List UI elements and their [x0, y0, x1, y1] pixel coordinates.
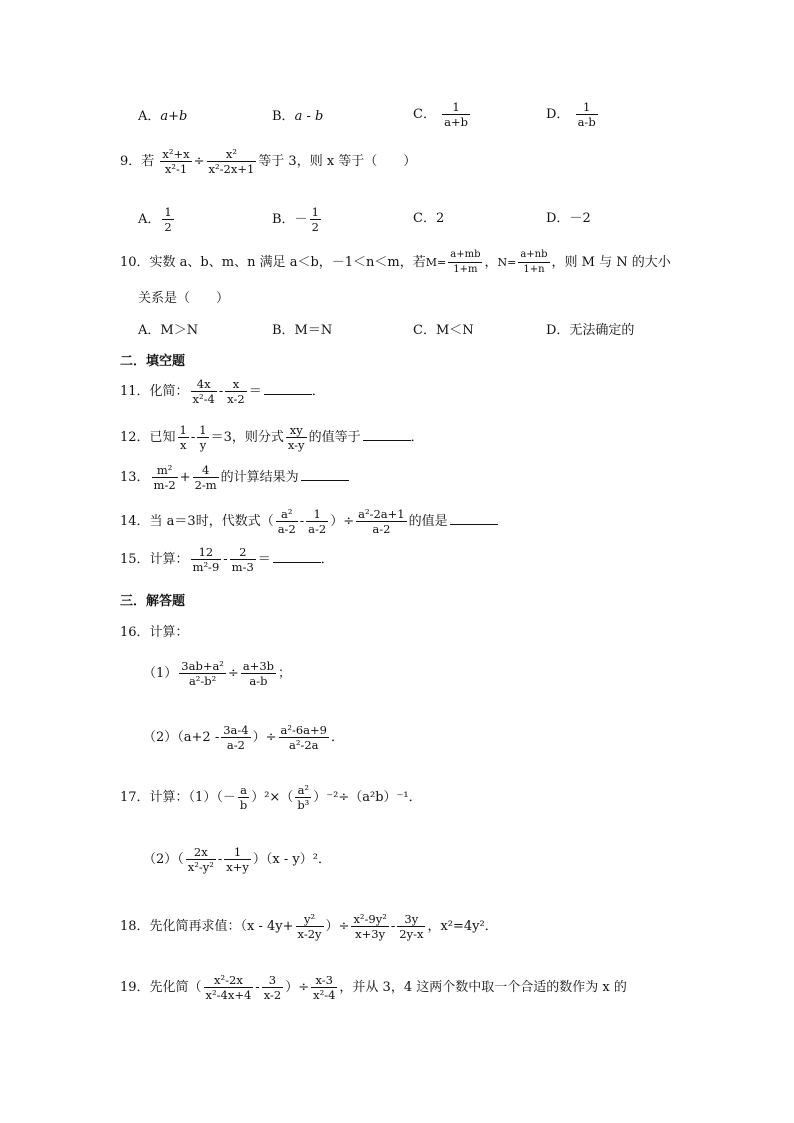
- question-18: 18．先化简再求值：（x - 4y+ $\frac{\text{y²}}{x-2y}$ ）÷ $\frac{\text{x²-9y²}}{x+3y}$ - $\frac{3y}{2y-x}$ ，x²=4y²．: [120, 912, 498, 941]
- q12-fraction-1: $\frac{1}{x}$: [179, 423, 187, 452]
- q17-part-1: 17．计算：（1）（－ $\frac{a}{b}$ ）²×（ $\frac{\text{a²}}{\text{b³}}$ ）⁻²÷（a²b）⁻¹．: [120, 783, 422, 812]
- q13-fraction-2: $\frac{4}{2-m}$: [194, 463, 217, 492]
- q15-answer-blank: [273, 562, 321, 563]
- q18-fraction-3: $\frac{3y}{2y-x}$: [399, 912, 424, 941]
- q8-option-d-fraction: $\frac{1}{a-b}$: [577, 100, 596, 129]
- q9-option-a: A． $\frac{1}{2}$: [138, 205, 172, 234]
- q9-fraction-2: $\frac{\text{x²}}{\text{x²-2x+1}}$: [208, 147, 255, 176]
- section-heading-solutions: 三．解答题: [120, 594, 186, 609]
- question-13: 13． $\frac{\text{m²}}{m-2}$ + $\frac{4}{2-m}$ 的计算结果为: [120, 463, 349, 492]
- q17-p1-fraction-2: $\frac{\text{a²}}{\text{b³}}$: [297, 783, 310, 812]
- q10-fraction-n: $\frac{a+nb}{1+n}$: [520, 249, 548, 275]
- q10-stem-continuation: 关系是（ ）: [138, 291, 230, 306]
- q16-p1-fraction-1: $\frac{\text{3ab+a²}}{\text{a²-b²}}$: [181, 659, 224, 688]
- q14-fraction-1: $\frac{\text{a²}}{a-2}$: [277, 507, 296, 536]
- q17-p1-fraction-1: $\frac{a}{b}$: [239, 783, 248, 812]
- q11-answer-blank: [264, 394, 312, 395]
- q17-p2-fraction-1: $\frac{2x}{\text{x²-y²}}$: [187, 845, 214, 874]
- q8-option-d: D． $\frac{1}{a-b}$: [546, 100, 596, 129]
- question-11: 11．化简： $\frac{4x}{\text{x²-4}}$ - $\frac{x}{x-2}$ ＝ ．: [120, 377, 325, 406]
- q17-p2-fraction-2: $\frac{1}{x+y}$: [226, 845, 249, 874]
- q15-fraction-2: $\frac{2}{m-3}$: [231, 545, 254, 574]
- q13-fraction-1: $\frac{\text{m²}}{m-2}$: [153, 463, 176, 492]
- q19-fraction-3: $\frac{x-3}{\text{x²-4}}$: [313, 973, 336, 1002]
- q18-fraction-1: $\frac{\text{y²}}{x-2y}$: [297, 912, 322, 941]
- q19-fraction-1: $\frac{\text{x²-2x}}{\text{x²-4x+4}}$: [205, 973, 252, 1002]
- q9-option-a-fraction: $\frac{1}{2}$: [164, 205, 172, 234]
- q12-fraction-2: $\frac{1}{y}$: [199, 423, 207, 452]
- q8-option-c: C． $\frac{1}{a+b}$: [413, 100, 468, 129]
- q14-fraction-2: $\frac{1}{a-2}$: [308, 507, 327, 536]
- question-9: 9．若 $\frac{\text{x²+x}}{\text{x²-1}}$ ÷ $\frac{\text{x²}}{\text{x²-2x+1}}$ 等于 3，则 x 等于（ ）: [120, 147, 417, 176]
- question-19: 19．先化简（ $\frac{\text{x²-2x}}{\text{x²-4x+4}}$ - $\frac{3}{x-2}$ ）÷ $\frac{x-3}{\text{x²-4}}$ ，并从 3，4 这两个数中取一个合适的数作为 x 的: [120, 973, 627, 1002]
- q9-option-b-fraction: $\frac{1}{2}$: [311, 205, 319, 234]
- q8-option-b: B．a - b: [272, 109, 324, 124]
- q10-fraction-m: $\frac{a+mb}{1+m}$: [450, 249, 481, 275]
- q10-option-a: A．M＞N: [138, 323, 199, 338]
- q8-option-b-text: a - b: [294, 109, 324, 124]
- q9-fraction-1: $\frac{\text{x²+x}}{\text{x²-1}}$: [162, 147, 190, 176]
- q10-option-b: B．M＝N: [272, 323, 333, 338]
- question-16: 16．计算：: [120, 625, 189, 640]
- question-12: 12．已知 $\frac{1}{x}$ - $\frac{1}{y}$ ＝3，则分式 $\frac{xy}{x-y}$ 的值等于 ．: [120, 423, 424, 452]
- q11-fraction-1: $\frac{4x}{\text{x²-4}}$: [192, 377, 215, 406]
- q9-option-d: D．－2: [546, 211, 591, 226]
- q12-fraction-3: $\frac{xy}{x-y}$: [287, 423, 305, 452]
- q17-part-2: （2）（ $\frac{2x}{\text{x²-y²}}$ - $\frac{1}{x+y}$ ）（x - y）²．: [143, 845, 331, 874]
- q8-option-a: A．a+b: [138, 109, 188, 124]
- q18-fraction-2: $\frac{\text{x²-9y²}}{x+3y}$: [353, 912, 387, 941]
- q16-p1-fraction-2: $\frac{a+3b}{a-b}$: [242, 659, 274, 688]
- q11-fraction-2: $\frac{x}{x-2}$: [227, 377, 245, 406]
- q14-fraction-3: $\frac{\text{a²-2a+1}}{a-2}$: [358, 507, 405, 536]
- q10-option-c: C．M＜N: [413, 323, 474, 338]
- q16-p2-fraction-1: $\frac{3a-4}{a-2}$: [223, 723, 249, 752]
- q8-option-c-fraction: $\frac{1}{a+b}$: [444, 100, 468, 129]
- question-14: 14．当 a＝3时，代数式（ $\frac{\text{a²}}{a-2}$ - $\frac{1}{a-2}$ ）÷ $\frac{\text{a²-2a+1}}{a-2}$ 的值是: [120, 507, 498, 536]
- q16-part-2: （2）（a+2 - $\frac{3a-4}{a-2}$ ）÷ $\frac{\text{a²-6a+9}}{\text{a²-2a}}$ ．: [143, 723, 345, 752]
- section-heading-fill-blank: 二．填空题: [120, 354, 186, 369]
- q9-option-b: B．－ $\frac{1}{2}$: [272, 205, 319, 234]
- q15-fraction-1: $\frac{12}{\text{m²-9}}$: [192, 545, 220, 574]
- question-10: 10．实数 a、b、m、n 满足 a＜b，－1＜n＜m，若M= $\frac{a+mb}{1+m}$ ，N= $\frac{a+nb}{1+n}$ ，则 M 与 N 的大小: [120, 249, 671, 275]
- q9-option-c: C．2: [413, 211, 445, 226]
- q13-answer-blank: [301, 480, 349, 481]
- q19-fraction-2: $\frac{3}{x-2}$: [263, 973, 282, 1002]
- q10-option-d: D．无法确定的: [546, 323, 635, 338]
- question-15: 15．计算： $\frac{12}{\text{m²-9}}$ - $\frac{2}{m-3}$ ＝ ．: [120, 545, 334, 574]
- q8-option-a-text: a+b: [160, 109, 188, 124]
- q16-p2-fraction-2: $\frac{\text{a²-6a+9}}{\text{a²-2a}}$: [280, 723, 327, 752]
- q12-answer-blank: [363, 440, 411, 441]
- q16-part-1: （1） $\frac{\text{3ab+a²}}{\text{a²-b²}}$ ÷ $\frac{a+3b}{a-b}$ ；: [143, 659, 292, 688]
- q14-answer-blank: [450, 524, 498, 525]
